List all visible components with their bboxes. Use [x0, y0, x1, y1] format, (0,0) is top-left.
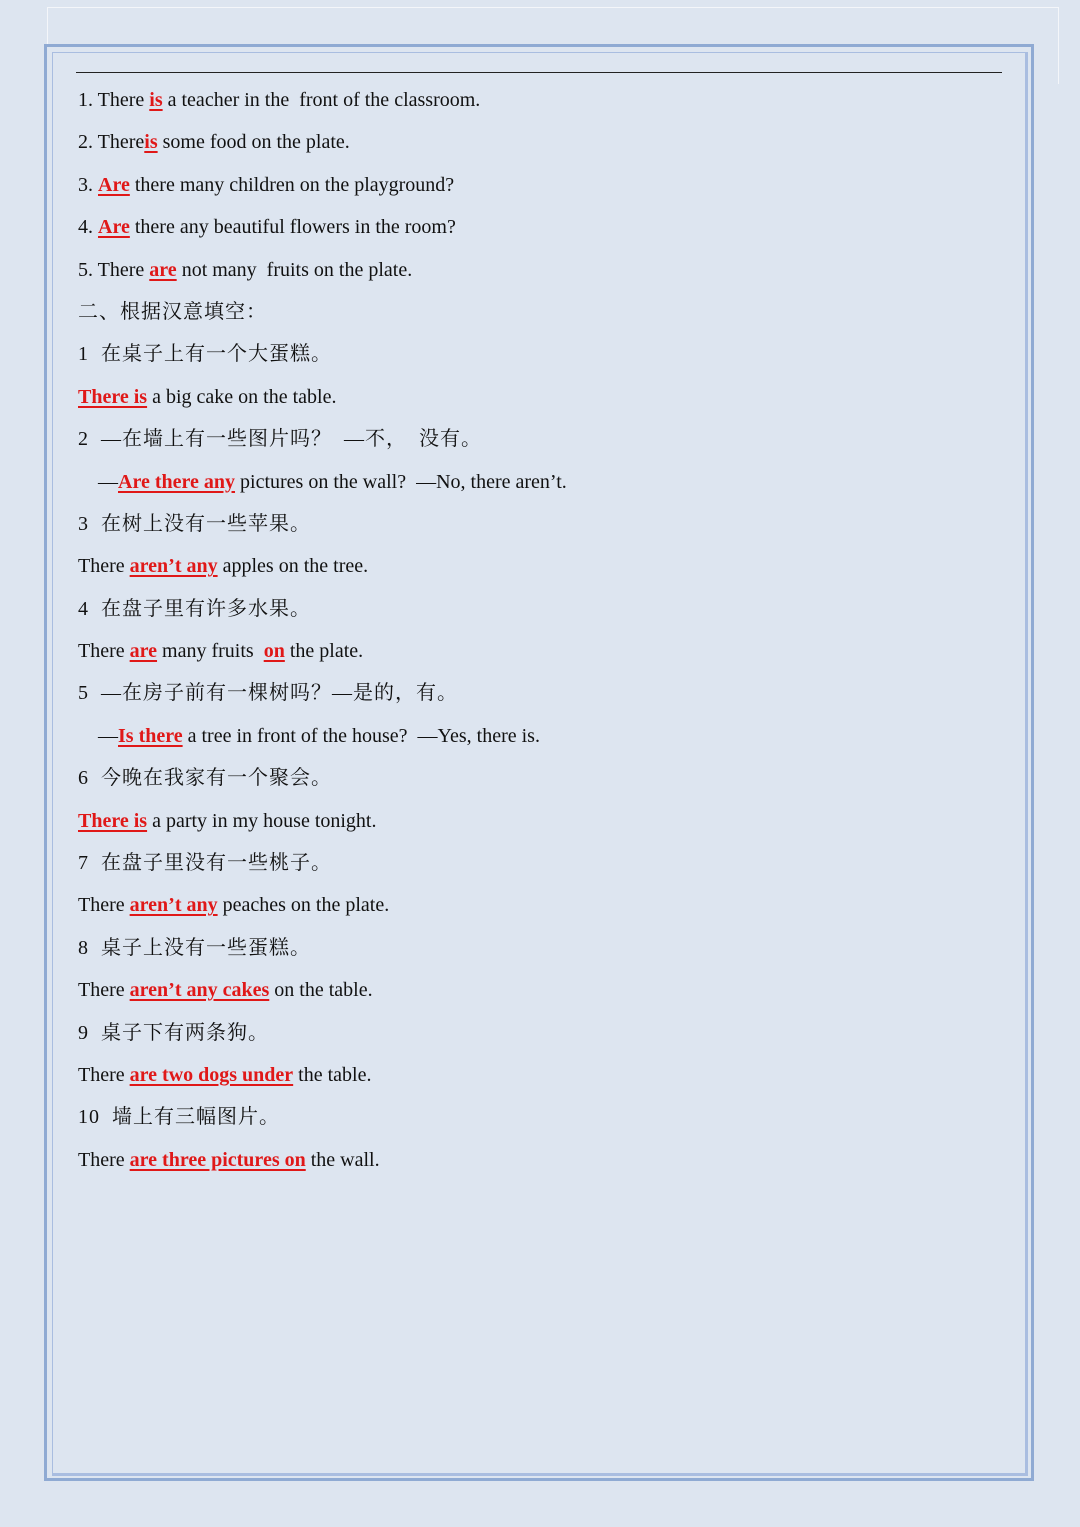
answer: on	[263, 640, 285, 663]
exercise-line: There are two dogs under the table.	[78, 1063, 372, 1086]
header-rule	[76, 72, 1002, 73]
chinese-prompt: 7 在盘子里没有一些桃子。	[78, 852, 332, 875]
answer: Are there any	[118, 470, 236, 493]
answer: Are	[98, 173, 130, 196]
answer: aren’t any	[129, 555, 218, 578]
answer: Are	[98, 216, 130, 239]
exercise-line: 4. Are there any beautiful flowers in the room?	[78, 216, 456, 239]
answer: are	[149, 258, 177, 281]
exercise-line: —Is there a tree in front of the house? —Yes, there is.	[98, 724, 540, 747]
exercise-line: There is a big cake on the table.	[78, 385, 337, 408]
answer: are two dogs under	[129, 1063, 294, 1086]
exercise-line: There aren’t any apples on the tree.	[78, 555, 369, 578]
worksheet-content	[78, 82, 998, 1184]
chinese-prompt: 3 在树上没有一些苹果。	[78, 512, 311, 535]
exercise-line: 2. Thereis some food on the plate.	[78, 131, 350, 154]
chinese-prompt: 1 在桌子上有一个大蛋糕。	[78, 343, 332, 366]
chinese-prompt: 6 今晚在我家有一个聚会。	[78, 767, 332, 790]
exercise-line: 1. There is a teacher in the front of the classroom.	[78, 89, 481, 111]
chinese-prompt: 9 桌子下有两条狗。	[78, 1021, 269, 1044]
answer: aren’t any	[129, 894, 218, 917]
exercise-line: 3. Are there many children on the playground?	[78, 173, 455, 196]
section-heading: 二、根据汉意填空：	[78, 300, 267, 323]
chinese-prompt: 5 —在房子前有一棵树吗？—是的，有。	[78, 682, 458, 705]
answer: There is	[78, 809, 148, 832]
answer: are	[129, 640, 158, 663]
exercise-line: There are three pictures on the wall.	[78, 1148, 380, 1171]
chinese-prompt: 10 墙上有三幅图片。	[78, 1106, 280, 1129]
answer: are three pictures on	[129, 1148, 306, 1171]
chinese-prompt: 2 —在墙上有一些图片吗？ —不， 没有。	[78, 428, 482, 451]
exercise-line: There aren’t any peaches on the plate.	[78, 894, 390, 917]
chinese-prompt: 8 桌子上没有一些蛋糕。	[78, 936, 311, 959]
exercise-line: 5. There are not many fruits on the plate.	[78, 258, 413, 281]
answer: is	[149, 89, 163, 111]
answer: There is	[78, 385, 148, 408]
answer: Is there	[118, 724, 183, 747]
exercise-line: —Are there any pictures on the wall? —No, there aren’t.	[98, 470, 567, 493]
exercise-line: There aren’t any cakes on the table.	[78, 979, 373, 1002]
chinese-prompt: 4 在盘子里有许多水果。	[78, 597, 311, 620]
exercise-line: There is a party in my house tonight.	[78, 809, 377, 832]
answer: is	[144, 131, 158, 154]
answer: aren’t any cakes	[129, 979, 270, 1002]
exercise-line: There are many fruits on the plate.	[78, 640, 364, 663]
